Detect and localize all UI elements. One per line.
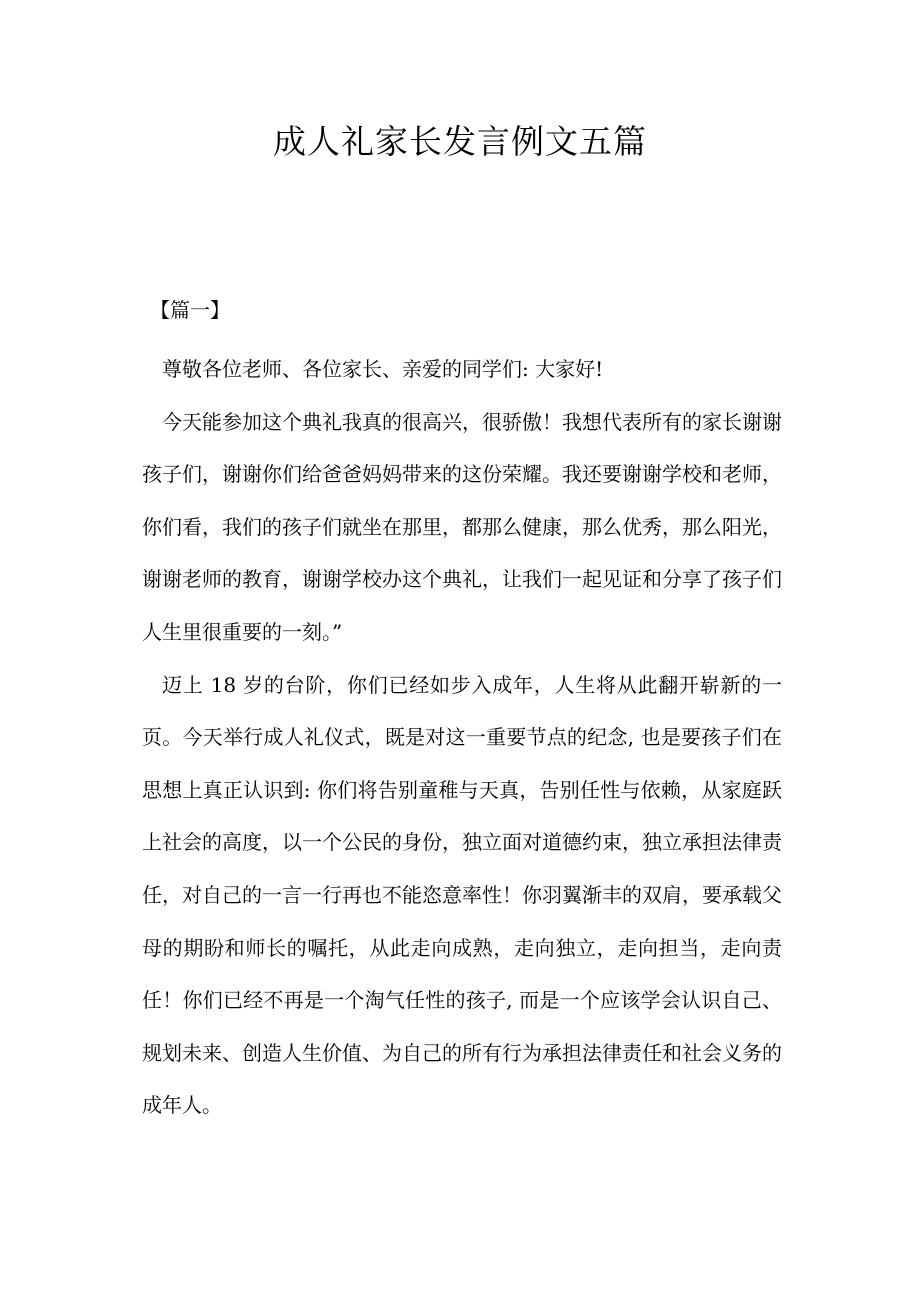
document-title: 成人礼家长发言例文五篇 [273,122,647,161]
section-heading: 【篇一】 [150,298,230,322]
document-body [142,343,782,1132]
paragraph-greeting: 尊敬各位老师、各位家长、亲爱的同学们: 大家好! [162,357,604,381]
paragraph-gratitude: 今天能参加这个典礼我真的很高兴，很骄傲！我想代表所有的家长谢谢孩子们，谢谢你们给爸爸妈妈带来的这份荣耀。我还要谢谢学校和老师，你们看，我们的孩子们就坐在那里，都那么健康，那么优秀，那么阳光，谢谢老师的教育，谢谢学校办这个典礼，让我们一起见证和分享了孩子们人生里很重要的一刻。” [142,409,782,644]
paragraph-coming-of-age: 迈上 18 岁的台阶，你们已经如步入成年，人生将从此翻开崭新的一页。今天举行成人礼仪式，既是对这一重要节点的纪念, 也是要孩子们在思想上真正认识到: 你们将告别童稚与天真，告别任性与依赖，从家庭跃上社会的高度，以一个公民的身份，独立面对道德约束，独立承担法律责任，对自己的一言一行再也不能恣意率性！你羽翼渐丰的双肩，要承载父母的期盼和师长的嘱托，从此走向成熟，走向独立，走向担当，走向责任！你们已经不再是一个淘气任性的孩子, 而是一个应该学会认识自己、规划未来、创造人生价值、为自己的所有行为承担法律责任和社会义务的成年人。 [142,672,782,1118]
